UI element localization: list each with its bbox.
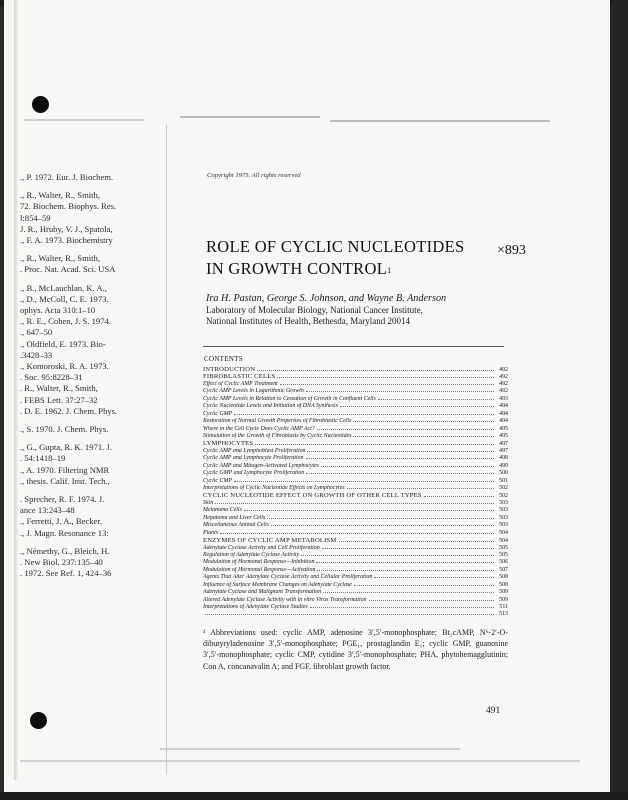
toc-leader-dots	[316, 562, 494, 563]
toc-leader-dots	[317, 429, 494, 430]
reference-line: ., thesis. Calif. Inst. Tech.,	[20, 475, 110, 486]
abbreviations-footnote: ¹ Abbreviations used: cyclic AMP, adenosine 3′,5′-monophosphate; Bt₂cAMP, N⁶-2′-O-dibutyryladenosine 3′,5′-monophosphate; PGE₁, prostaglandin E₁; cyclic GMP, guanosine 3′,5′-monophosphate; cyclic CMP, cytidine 3′,5′-monophosphate; PHA, phytohemagglutinin; Con A, concanavalin A; and FGF, fibroblast growth factor.	[203, 628, 508, 671]
toc-entry-label: Agents That Alter Adenylate Cyclase Activity and Cellular Proliferation	[203, 574, 373, 581]
toc-leader-dots	[220, 533, 494, 534]
toc-entry-label: Adenylate Cyclase and Malignant Transformation	[203, 589, 322, 596]
toc-entry-page: 499	[499, 462, 508, 469]
toc-entry-page: 492	[499, 388, 508, 395]
toc-leader-dots	[310, 607, 494, 608]
toc-entry-label: LYMPHOCYTES	[203, 440, 254, 448]
toc-entry-page: 497	[499, 447, 508, 454]
toc-entry-page: 492	[499, 380, 508, 387]
toc-entry-page: 509	[499, 596, 508, 603]
toc-entry-label: Cyclic CMP	[203, 477, 232, 484]
toc-entry-label: Cyclic AMP and Lymphoblast Proliferation	[203, 447, 306, 454]
toc-entry	[203, 552, 508, 559]
toc-leader-dots	[301, 555, 494, 556]
scan-speckle	[330, 120, 550, 122]
toc-leader-dots	[244, 510, 494, 511]
toc-entry	[203, 440, 508, 447]
toc-entry	[203, 478, 508, 485]
toc-entry-page: 507	[499, 566, 508, 573]
reference-line: ., G., Gupta, R. K. 1971. J.	[20, 442, 112, 453]
toc-entry	[203, 597, 508, 604]
reference-line: ., Ferretti, J. A., Becker,	[20, 516, 102, 527]
toc-entry-label: Plants	[203, 529, 219, 536]
toc-leader-dots	[267, 518, 494, 519]
reference-gap	[20, 417, 152, 424]
scan-speckle	[24, 119, 144, 121]
toc-leader-dots	[353, 421, 494, 422]
affiliation	[206, 305, 423, 327]
toc-entry-page: 508	[499, 574, 508, 581]
toc-entry-label: Cyclic AMP Levels in Relation to Cessation of Growth in Confluent Cells	[203, 395, 376, 402]
reference-line: . Proc. Nat. Acad. Sci. USA	[20, 264, 116, 275]
toc-entry-label: CYCLIC NUCLEOTIDE EFFECT ON GROWTH OF OTHER CELL TYPES	[203, 492, 422, 500]
reference-line: ., Oldfield, E. 1973. Bio-	[20, 338, 106, 349]
toc-entry-page: 513	[499, 611, 508, 618]
toc-leader-dots	[347, 488, 494, 489]
title-line-2	[206, 258, 465, 280]
toc-entry	[203, 433, 508, 440]
toc-entry-label: Cyclic GMP	[203, 410, 233, 417]
punch-hole-top	[32, 96, 49, 113]
toc-leader-dots	[340, 406, 494, 407]
toc-entry-label: Hepatoma and Liver Cells	[203, 514, 266, 521]
toc-leader-dots	[306, 473, 494, 474]
toc-entry-label: Restoration of Normal Growth Properties of Fibroblastic Cells	[203, 418, 352, 425]
handwritten-code: ×893	[497, 243, 526, 258]
previous-page-references	[20, 172, 152, 580]
toc-entry-label: INTRODUCTION	[203, 366, 256, 373]
article-title	[206, 236, 465, 280]
reference-line: ., S. 1970. J. Chem. Phys.	[20, 424, 109, 435]
toc-entry	[203, 470, 508, 477]
toc-entry	[203, 507, 508, 514]
toc-entry-page: 495	[499, 432, 508, 439]
toc-entry-page: 505	[499, 544, 508, 551]
reference-line: ., R., Walter, R., Smith,	[20, 190, 100, 201]
toc-entry-page: 492	[499, 367, 508, 373]
page-number: 491	[486, 706, 501, 716]
toc-leader-dots	[255, 444, 494, 445]
toc-leader-dots	[424, 496, 494, 497]
reference-line: . Soc. 95:8228–31	[20, 372, 83, 383]
toc-leader-dots	[257, 370, 494, 371]
toc-entry-page: 509	[499, 589, 508, 596]
toc-leader-dots	[234, 481, 494, 482]
reference-line: 72. Biochem. Biophys. Res.	[20, 201, 117, 212]
reference-gap	[20, 487, 152, 494]
toc-leader-dots	[234, 414, 494, 415]
toc-entry-label: Cyclic AMP Levels in Logarithmic Growth	[203, 388, 304, 395]
reference-line: ., R. E., Cohen, J. S. 1974.	[20, 316, 111, 327]
scan-right-edge	[612, 0, 628, 800]
toc-entry	[203, 492, 508, 499]
toc-entry	[203, 574, 508, 581]
reference-line: J. R., Hruby, V. J., Spatola,	[20, 223, 113, 234]
authors: Ira H. Pastan, George S. Johnson, and Wayne B. Anderson	[206, 293, 447, 304]
toc-entry	[203, 545, 508, 552]
toc-entry-label: Effect of Cyclic AMP Treatment	[203, 380, 278, 387]
reference-line: ance 13:243–48	[20, 505, 75, 516]
reference-line: ., B., McLauchlan, K. A.,	[20, 282, 107, 293]
toc-entry	[203, 455, 508, 462]
toc-leader-dots	[271, 525, 494, 526]
reference-line: ., 647–50	[20, 327, 53, 338]
toc-entry	[203, 373, 508, 380]
reference-line: ., Némethy, G., Bleich, H.	[20, 545, 110, 556]
reference-line: . New Biol. 237:135–40	[20, 557, 103, 568]
reference-line: . FEBS Lett. 37:27–32	[20, 394, 98, 405]
section-divider	[203, 346, 504, 347]
toc-entry-label: Where in the Cell Cycle Does Cyclic AMP Act?	[203, 425, 315, 432]
toc-leader-dots	[215, 503, 494, 504]
reference-gap	[20, 539, 152, 546]
toc-entry	[203, 559, 508, 566]
toc-entry-label: FIBROBLASTIC CELLS	[203, 373, 276, 381]
toc-leader-dots	[307, 451, 494, 452]
toc-leader-dots	[374, 577, 494, 578]
toc-entry-label: Influence of Surface Membrane Changes on Adenylate Cyclase	[203, 581, 352, 588]
toc-entry	[203, 522, 508, 529]
reference-line: ., J. Magn. Resonance 13:	[20, 527, 109, 538]
toc-entry	[203, 411, 508, 418]
toc-leader-dots	[323, 592, 494, 593]
toc-entry	[203, 589, 508, 596]
toc-entry-page: 505	[499, 551, 508, 558]
toc-entry-page: 503	[499, 499, 508, 506]
toc-entry-label: Cyclic AMP and Mitogen-Activated Lymphocytes	[203, 462, 320, 469]
toc-entry-label: Altered Adenylate Cyclase Activity with in vitro Virus Transformation	[203, 596, 367, 603]
reference-line: ophys. Acta 310:1–10	[20, 305, 96, 316]
reference-line: ., F. A. 1973. Biochemistry	[20, 235, 113, 246]
toc-leader-dots	[205, 614, 494, 615]
toc-entry-label: Modulation of Hormonal Response—Inhibition	[203, 559, 315, 566]
reference-line: l:854–59	[20, 212, 51, 223]
toc-entry-label: Adenylate Cyclase Activity and Cell Proliferation	[203, 544, 320, 551]
reference-line: . 54:1418–19	[20, 453, 66, 464]
toc-entry-page: 503	[499, 507, 508, 514]
toc-leader-dots	[354, 585, 494, 586]
toc-entry-page: 494	[499, 410, 508, 417]
toc-entry-page: 500	[499, 470, 508, 477]
toc-entry	[203, 611, 508, 618]
toc-entry	[203, 537, 508, 544]
reference-line: . Sprecher, R. F. 1974. J.	[20, 494, 105, 505]
reference-gap	[20, 435, 152, 442]
toc-entry-page: 502	[499, 485, 508, 491]
reference-gap	[20, 183, 152, 190]
toc-leader-dots	[353, 436, 494, 437]
sheet-left-shadow	[14, 0, 18, 780]
reference-line: . D. E. 1962. J. Chem. Phys.	[20, 405, 118, 416]
toc-entry-label: ENZYMES OF CYCLIC AMP METABOLISM	[203, 537, 337, 545]
toc-entry	[203, 418, 508, 425]
toc-entry-label: Interpretations of Cyclic Nucleotide Effects on Lymphocytes	[203, 485, 345, 491]
toc-entry-page: 501	[499, 477, 508, 484]
toc-entry-page: 494	[499, 418, 508, 425]
toc-entry-page: 494	[499, 403, 508, 410]
toc-entry	[203, 485, 508, 492]
toc-entry	[203, 448, 508, 455]
reference-line: ., P. 1972. Eur. J. Biochem.	[20, 172, 114, 182]
toc-entry	[203, 381, 508, 388]
toc-entry	[203, 567, 508, 574]
toc-entry	[203, 426, 508, 433]
reference-gap	[20, 276, 152, 283]
toc-entry-page: 503	[499, 514, 508, 521]
reference-line: .3428–33	[20, 349, 53, 360]
copyright-notice: Copyright 1975. All rights reserved	[207, 172, 301, 179]
toc-leader-dots	[317, 570, 494, 571]
toc-entry-page: 506	[499, 559, 508, 566]
title-footnote-mark: 1	[387, 266, 392, 275]
table-of-contents	[203, 366, 508, 619]
title-line-2-text: IN GROWTH CONTROL	[206, 259, 388, 278]
toc-entry-page: 493	[499, 395, 508, 402]
title-line-1: ROLE OF CYCLIC NUCLEOTIDES	[206, 237, 465, 256]
toc-entry-page: 508	[499, 581, 508, 588]
reference-line: ., R., Walter, R., Smith,	[20, 253, 100, 264]
toc-entry-page: 504	[499, 529, 508, 536]
affiliation-line-2: National Institutes of Health, Bethesda, Maryland 20014	[206, 316, 410, 326]
toc-entry-label: Cyclic Nucleotide Levels and Initiation of DNA Synthesis	[203, 403, 338, 410]
reference-line: . R., Walter, R., Smith,	[20, 383, 98, 394]
toc-leader-dots	[277, 377, 494, 378]
toc-entry-page: 511	[499, 604, 508, 610]
toc-leader-dots	[306, 458, 495, 459]
toc-leader-dots	[280, 384, 494, 385]
toc-entry-label: Melanoma Cells	[203, 507, 242, 514]
toc-leader-dots	[378, 399, 494, 400]
toc-entry	[203, 515, 508, 522]
toc-entry	[203, 463, 508, 470]
toc-entry	[203, 604, 508, 611]
scan-bottom-edge	[0, 792, 628, 800]
toc-entry-label: Regulation of Adenylate Cyclase Activity	[203, 551, 300, 558]
toc-entry-page: 497	[499, 441, 508, 448]
toc-entry-label: Miscellaneous Animal Cells	[203, 522, 269, 529]
toc-leader-dots	[306, 391, 494, 392]
toc-entry	[203, 396, 508, 403]
reference-line: ., Komoroski, R. A. 1973.	[20, 361, 109, 372]
toc-entry-label: Stimulation of the Growth of Fibroblasts by Cyclic Nucleotides	[203, 432, 352, 439]
toc-entry-page: 498	[499, 455, 508, 462]
toc-leader-dots	[369, 600, 494, 601]
toc-entry-page: 503	[499, 522, 508, 529]
toc-entry	[203, 530, 508, 537]
toc-entry-page: 495	[499, 425, 508, 432]
toc-leader-dots	[321, 466, 494, 467]
toc-entry-label: Interpretations of Adenylate Cyclase Studies	[203, 604, 308, 610]
reference-gap	[20, 246, 152, 253]
toc-entry-page: 504	[499, 538, 508, 545]
toc-leader-dots	[322, 548, 494, 549]
toc-leader-dots	[339, 541, 495, 542]
toc-entry-label: Cyclic GMP and Lymphocyte Proliferation	[203, 470, 305, 477]
affiliation-line-1: Laboratory of Molecular Biology, National Cancer Institute,	[206, 305, 423, 315]
reference-line: . 1972. See Ref. 1, 424–36	[20, 568, 112, 579]
toc-entry-page: 492	[499, 374, 508, 381]
toc-entry-label: Modulation of Hormonal Response—Activation	[203, 566, 316, 573]
reference-line: ., A. 1970. Filtering NMR	[20, 464, 110, 475]
toc-entry-label: Skin	[203, 499, 214, 506]
toc-entry	[203, 403, 508, 410]
reference-line: ., D., McColl, C. E. 1973.	[20, 293, 109, 304]
toc-entry	[203, 366, 508, 373]
scan-speckle	[180, 116, 320, 118]
toc-entry	[203, 582, 508, 589]
toc-entry-label: Cyclic AMP and Lymphocyte Proliferation	[203, 455, 304, 462]
punch-hole-bottom	[30, 712, 47, 729]
contents-heading: CONTENTS	[204, 355, 243, 363]
toc-entry-page: 502	[499, 493, 508, 500]
toc-entry	[203, 388, 508, 395]
toc-entry	[203, 500, 508, 507]
